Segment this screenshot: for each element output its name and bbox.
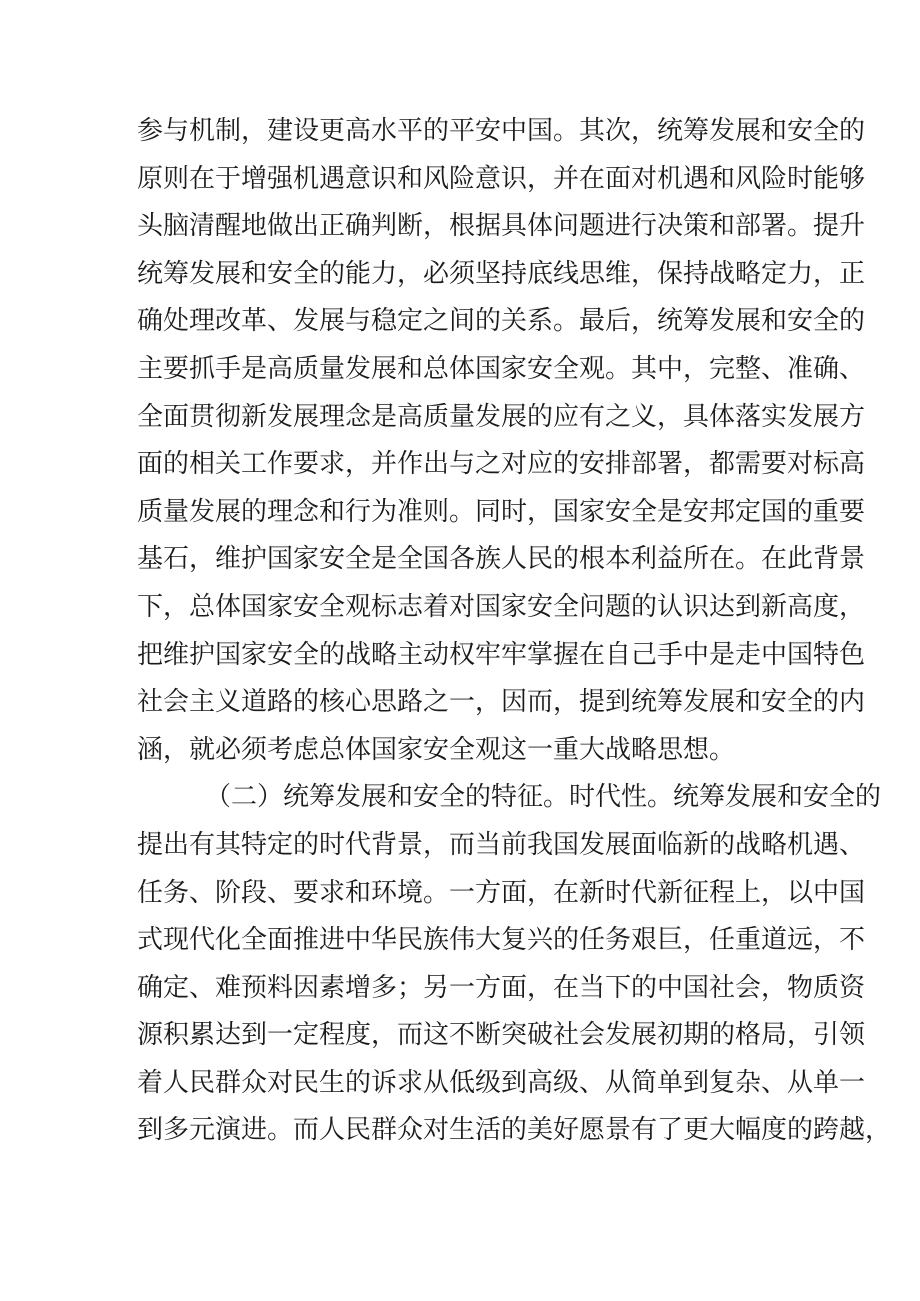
text-line: 提出有其特定的时代背景，而当前我国发展面临新的战略机遇、 xyxy=(137,829,866,860)
text-line: 参与机制，建设更高水平的平安中国。其次，统筹发展和安全的 xyxy=(137,116,866,146)
text-line: 任务、阶段、要求和环境。一方面，在新时代新征程上，以中国 xyxy=(137,877,866,908)
text-line: 基石，维护国家安全是全国各族人民的根本利益所在。在此背景 xyxy=(137,544,866,575)
text-line: 确定、难预料因素增多；另一方面，在当下的中国社会，物质资 xyxy=(137,972,866,1003)
text-line: 面的相关工作要求，并作出与之对应的安排部署，都需要对标高 xyxy=(137,449,866,480)
text-line: 质量发展的理念和行为准则。同时，国家安全是安邦定国的重要 xyxy=(137,496,866,527)
text-line: 着人民群众对民生的诉求从低级到高级、从简单到复杂、从单一 xyxy=(137,1067,866,1098)
text-line: 主要抓手是高质量发展和总体国家安全观。其中，完整、准确、 xyxy=(137,353,866,384)
text-line: 全面贯彻新发展理念是高质量发展的应有之义，具体落实发展方 xyxy=(137,401,866,432)
text-line: 社会主义道路的核心思路之一，因而，提到统筹发展和安全的内 xyxy=(137,687,866,718)
text-line: 到多元演进。而人民群众对生活的美好愿景有了更大幅度的跨越， xyxy=(137,1115,892,1146)
text-line: 涵，就必须考虑总体国家安全观这一重大战略思想。 xyxy=(137,734,736,765)
body-text xyxy=(137,108,892,1155)
text-line: 原则在于增强机遇意识和风险意识，并在面对机遇和风险时能够 xyxy=(137,163,866,194)
text-line: 下，总体国家安全观标志着对国家安全问题的认识达到新高度， xyxy=(137,591,866,622)
text-line: 统筹发展和安全的能力，必须坚持底线思维，保持战略定力，正 xyxy=(137,258,866,289)
text-line: 源积累达到一定程度，而这不断突破社会发展初期的格局，引领 xyxy=(137,1020,866,1051)
text-line: 把维护国家安全的战略主动权牢牢掌握在自己手中是走中国特色 xyxy=(137,639,866,670)
text-line: 式现代化全面推进中华民族伟大复兴的任务艰巨，任重道远，不 xyxy=(137,925,866,956)
text-line: 头脑清醒地做出正确判断，根据具体问题进行决策和部署。提升 xyxy=(137,211,866,242)
text-line: 确处理改革、发展与稳定之间的关系。最后，统筹发展和安全的 xyxy=(137,306,866,337)
section-heading-line: （二）统筹发展和安全的特征。时代性。统筹发展和安全的 xyxy=(205,782,882,813)
